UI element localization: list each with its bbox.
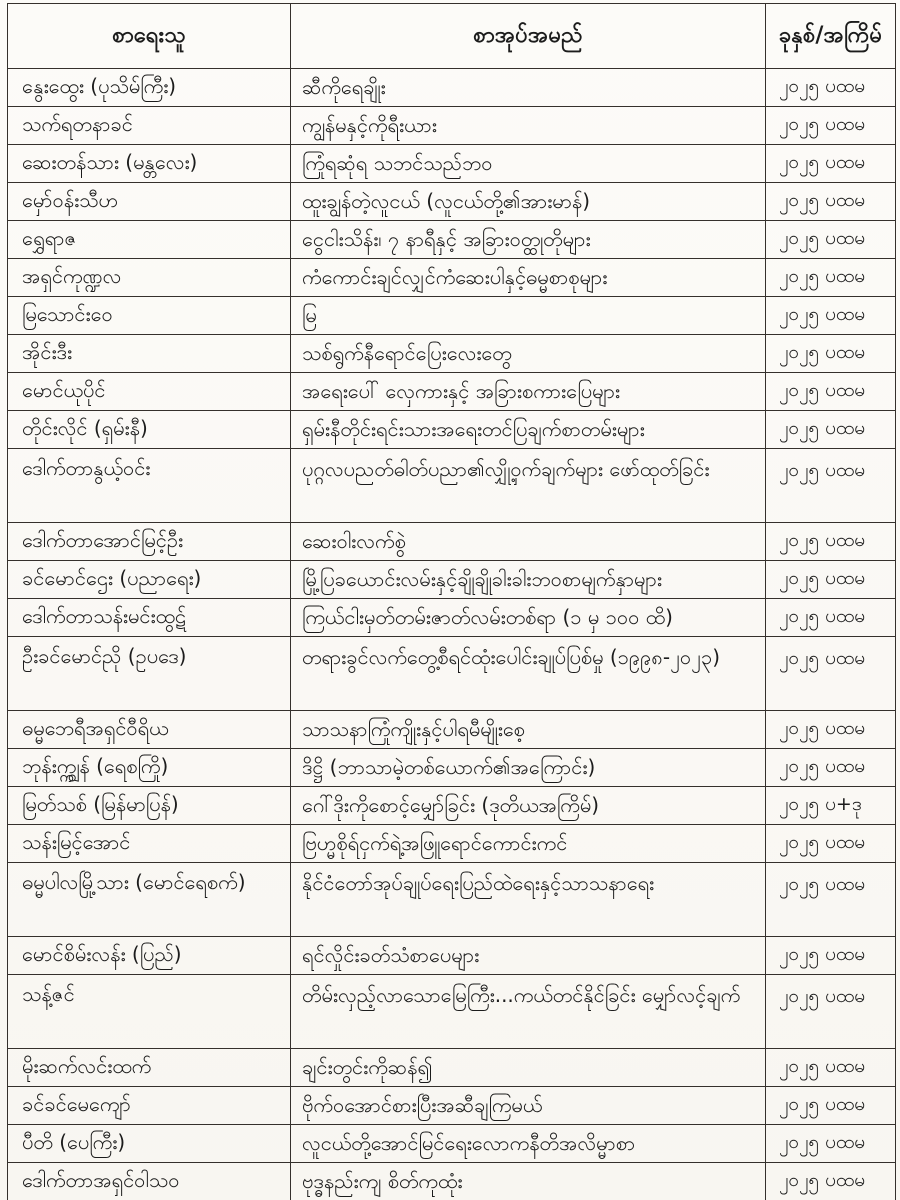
- table-row: [8, 863, 896, 937]
- table-row: [8, 523, 896, 561]
- edition-cell: ၂၀၂၅ ပထမ: [766, 221, 896, 259]
- title-cell: ဆေးဝါးလက်စွဲ: [291, 523, 766, 561]
- title-cell: ငွေငါးသိန်း၊ ၇ နာရီနှင့် အခြားဝတ္ထုတိုများ: [291, 221, 766, 259]
- author-cell: ဦးခင်မောင်ညို (ဥပဒေ): [8, 637, 291, 711]
- title-cell: နိုင်ငံတော်အုပ်ချုပ်ရေးပြည်ထဲရေးနှင့်သာသနာရေး: [291, 863, 766, 937]
- title-cell: ဗိုက်ဝအောင်စားပြီးအဆီချကြမယ်: [291, 1087, 766, 1125]
- edition-cell: ၂၀၂၅ ပထမ: [766, 711, 896, 749]
- table-header-row: [8, 4, 896, 69]
- table-row: [8, 1125, 896, 1163]
- header-book-title: စာအုပ်အမည်: [291, 4, 766, 69]
- author-cell: ဒေါက်တာအရှင်ဝါသဝ: [8, 1163, 291, 1200]
- title-cell: ရှမ်းနီတိုင်းရင်းသားအရေးတင်ပြချက်စာတမ်းများ: [291, 411, 766, 449]
- table-row: [8, 749, 896, 787]
- author-cell: မြတ်သစ် (မြန်မာပြန်): [8, 787, 291, 825]
- edition-cell: ၂၀၂၅ ပထမ: [766, 411, 896, 449]
- edition-cell: ၂၀၂၅ ပထမ: [766, 373, 896, 411]
- author-cell: ဒေါက်တာသန်းမင်းထွဋ်: [8, 599, 291, 637]
- author-cell: သန့်ဇင်: [8, 975, 291, 1049]
- author-cell: တိုင်းလိုင် (ရှမ်းနီ): [8, 411, 291, 449]
- edition-cell: ၂၀၂၅ ပထမ: [766, 69, 896, 107]
- edition-cell: ၂၀၂၅ ပထမ: [766, 449, 896, 523]
- table-row: [8, 297, 896, 335]
- author-cell: ဓမ္မဘေရီအရှင်ဝီရိယ: [8, 711, 291, 749]
- edition-cell: ၂၀၂၅ ပထမ: [766, 259, 896, 297]
- table-row: [8, 107, 896, 145]
- title-cell: တရားခွင်လက်တွေ့စီရင်ထုံးပေါင်းချုပ်ပြစ်မှု (၁၉၉၈-၂၀၂၃): [291, 637, 766, 711]
- edition-cell: ၂၀၂၅ ပထမ: [766, 561, 896, 599]
- title-cell: ပုဂ္ဂလပညတ်ဓါတ်ပညာ၏လျှို့ဝှက်ချက်များ ဖော်ထုတ်ခြင်း: [291, 449, 766, 523]
- author-cell: ဒေါက်တာအောင်မြင့်ဦး: [8, 523, 291, 561]
- author-cell: မြသောင်းဝေ: [8, 297, 291, 335]
- edition-cell: ၂၀၂၅ ပထမ: [766, 749, 896, 787]
- edition-cell: ၂၀၂၅ ပထမ: [766, 183, 896, 221]
- title-cell: ဗုဒ္ဓနည်းကျ စိတ်ကုထုံး: [291, 1163, 766, 1200]
- table-row: [8, 599, 896, 637]
- author-cell: ဘုန်းက္ကျွန် (ရေစကြို): [8, 749, 291, 787]
- author-cell: ဆေးတန်သား (မန္တလေး): [8, 145, 291, 183]
- table-row: [8, 221, 896, 259]
- title-cell: ဆီကိုရေချိုး: [291, 69, 766, 107]
- edition-cell: ၂၀၂၅ ပထမ: [766, 863, 896, 937]
- edition-cell: ၂၀၂၅ ပထမ: [766, 825, 896, 863]
- table-row: [8, 561, 896, 599]
- table-row: [8, 825, 896, 863]
- edition-cell: ၂၀၂၅ ပထမ: [766, 599, 896, 637]
- title-cell: ဗြဟ္မစိုရ်ငှက်ရဲ့အဖြူရောင်ကောင်းကင်: [291, 825, 766, 863]
- author-cell: ဓမ္မပါလမြို့သား (မောင်ရေစက်): [8, 863, 291, 937]
- table-row: [8, 183, 896, 221]
- table-row: [8, 637, 896, 711]
- author-cell: သန်းမြင့်အောင်: [8, 825, 291, 863]
- table-row: [8, 335, 896, 373]
- author-cell: ဒေါက်တာနွယ့်ဝင်း: [8, 449, 291, 523]
- edition-cell: ၂၀၂၅ ပထမ: [766, 297, 896, 335]
- title-cell: အရေးပေါ် လှေကားနှင့် အခြားစကားပြေများ: [291, 373, 766, 411]
- author-cell: မိုးဆက်လင်းထက်: [8, 1049, 291, 1087]
- author-cell: သက်ရတနာခင်: [8, 107, 291, 145]
- table-row: [8, 787, 896, 825]
- title-cell: သာသနာကြုံကျိုးနှင့်ပါရမီမျိုးစေ့: [291, 711, 766, 749]
- edition-cell: ၂၀၂၅ ပထမ: [766, 1087, 896, 1125]
- edition-cell: ၂၀၂၅ ပထမ: [766, 523, 896, 561]
- author-cell: မောင်စိမ်းလန်း (ပြည်): [8, 937, 291, 975]
- edition-cell: ၂၀၂၅ ပထမ: [766, 937, 896, 975]
- table-row: [8, 1163, 896, 1200]
- title-cell: ချင်းတွင်းကိုဆန်၍: [291, 1049, 766, 1087]
- table-row: [8, 937, 896, 975]
- title-cell: ဂေါ်ဒိုးကိုစောင့်မျှော်ခြင်း (ဒုတိယအကြိမ်): [291, 787, 766, 825]
- edition-cell: ၂၀၂၅ ပထမ: [766, 1163, 896, 1200]
- edition-cell: ၂၀၂၅ ပ+ဒု: [766, 787, 896, 825]
- title-cell: မြို့ပြခယောင်းလမ်းနှင့်ချိုချိုခါးခါးဘဝစာမျက်နှာများ: [291, 561, 766, 599]
- author-cell: အိုင်းဒီး: [8, 335, 291, 373]
- title-cell: ကြယ်ငါးမှတ်တမ်းဇာတ်လမ်းတစ်ရာ (၁ မှ ၁၀၀ ထိ): [291, 599, 766, 637]
- author-cell: ပီတိ (ပေကြီး): [8, 1125, 291, 1163]
- table-row: [8, 373, 896, 411]
- table-row: [8, 411, 896, 449]
- edition-cell: ၂၀၂၅ ပထမ: [766, 335, 896, 373]
- title-cell: ဒိဋ္ဌိ (ဘာသာမဲ့တစ်ယောက်၏အကြောင်း): [291, 749, 766, 787]
- author-cell: မှော်ဝန်းသီဟ: [8, 183, 291, 221]
- table-row: [8, 69, 896, 107]
- table-row: [8, 711, 896, 749]
- title-cell: ကံကောင်းချင်လျှင်ကံဆေးပါနှင့်ဓမ္မစာစုများ: [291, 259, 766, 297]
- title-cell: တိမ်းလှည့်လာသောမြေကြီး...ကယ်တင်နိုင်ခြင်း မျှော်လင့်ချက်: [291, 975, 766, 1049]
- title-cell: မြ: [291, 297, 766, 335]
- edition-cell: ၂၀၂၅ ပထမ: [766, 637, 896, 711]
- title-cell: ကြုံရဆုံရ သဘင်သည်ဘဝ: [291, 145, 766, 183]
- author-cell: နွေးထွေး (ပုသိမ်ကြီး): [8, 69, 291, 107]
- author-cell: အရှင်ကုဏ္ဍလ: [8, 259, 291, 297]
- table-row: [8, 145, 896, 183]
- title-cell: လူငယ်တို့အောင်မြင်ရေးလောကနီတိအလိမ္မာစာ: [291, 1125, 766, 1163]
- table-row: [8, 1087, 896, 1125]
- title-cell: ထူးချွန်တဲ့လူငယ် (လူငယ်တို့၏အားမာန်): [291, 183, 766, 221]
- table-row: [8, 1049, 896, 1087]
- edition-cell: ၂၀၂၅ ပထမ: [766, 1125, 896, 1163]
- author-cell: မောင်ယုပိုင်: [8, 373, 291, 411]
- author-cell: ခင်ခင်မေကျော်: [8, 1087, 291, 1125]
- title-cell: သစ်ရွက်နီရောင်ပြေးလေးတွေ: [291, 335, 766, 373]
- title-cell: ရင်လှိုင်းခတ်သံစာပေများ: [291, 937, 766, 975]
- table-row: [8, 449, 896, 523]
- author-cell: ခင်မောင်ဌေး (ပညာရေး): [8, 561, 291, 599]
- header-year-edition: ခုနှစ်/အကြိမ်: [766, 4, 896, 69]
- edition-cell: ၂၀၂၅ ပထမ: [766, 107, 896, 145]
- edition-cell: ၂၀၂၅ ပထမ: [766, 145, 896, 183]
- edition-cell: ၂၀၂၅ ပထမ: [766, 975, 896, 1049]
- author-cell: ရွှေရာဇ: [8, 221, 291, 259]
- table-row: [8, 975, 896, 1049]
- book-list-table: [7, 3, 896, 1200]
- edition-cell: ၂၀၂၅ ပထမ: [766, 1049, 896, 1087]
- title-cell: ကျွန်မနှင့်ကိုရီးယား: [291, 107, 766, 145]
- table-row: [8, 259, 896, 297]
- header-author: စာရေးသူ: [8, 4, 291, 69]
